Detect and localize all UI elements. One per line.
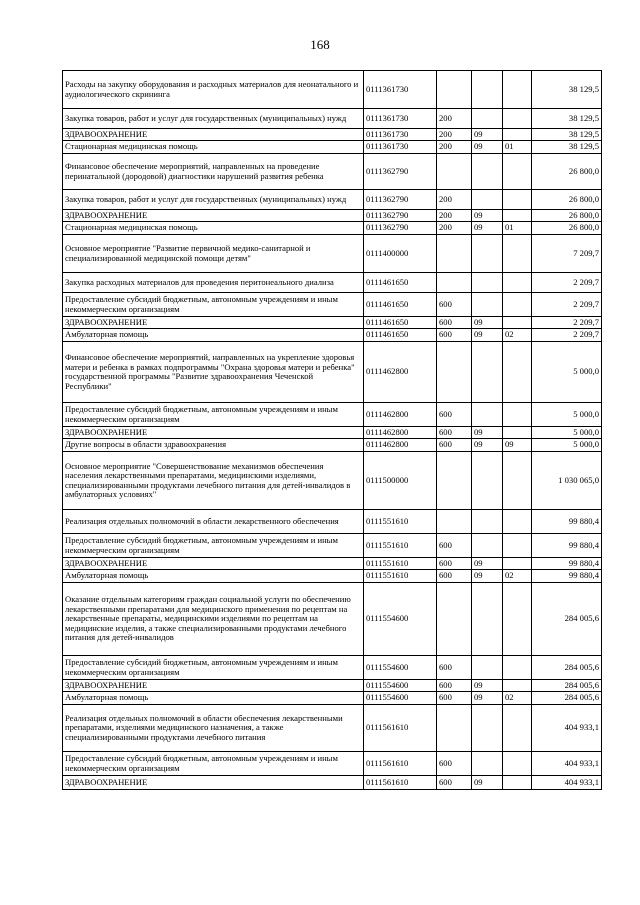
row-amount: 7 209,7 [532,235,602,273]
row-expense-type: 600 [437,427,472,439]
row-expense-type [437,342,472,403]
row-amount: 99 880,4 [532,558,602,570]
row-expense-type: 600 [437,558,472,570]
row-name: Закупка расходных материалов для проведения перитонеального диализа [63,273,364,293]
row-section [472,273,503,293]
row-subsection [503,776,532,790]
table-row [63,129,602,141]
table-row [63,656,602,680]
row-section [472,656,503,680]
row-subsection [503,705,532,752]
table-row [63,293,602,317]
row-code: 0111554600 [364,680,437,692]
row-code: 0111462800 [364,427,437,439]
row-name: Предоставление субсидий бюджетным, автономным учреждениям и иным некоммерческим организациям [63,534,364,558]
row-section: 09 [472,129,503,141]
row-code: 0111462800 [364,342,437,403]
row-section: 09 [472,427,503,439]
table-row [63,510,602,534]
row-expense-type: 200 [437,190,472,210]
row-amount: 284 005,6 [532,692,602,705]
row-code: 0111362790 [364,154,437,190]
row-name: Амбулаторная помощь [63,692,364,705]
row-amount: 26 800,0 [532,190,602,210]
row-code: 0111361730 [364,71,437,109]
row-name: Предоставление субсидий бюджетным, автономным учреждениям и иным некоммерческим организациям [63,752,364,776]
row-expense-type: 600 [437,403,472,427]
row-name: Стационарная медицинская помощь [63,222,364,235]
table-row [63,558,602,570]
row-code: 0111554600 [364,692,437,705]
row-expense-type: 600 [437,692,472,705]
row-expense-type [437,154,472,190]
table-row [63,273,602,293]
row-code: 0111461650 [364,293,437,317]
row-amount: 26 800,0 [532,210,602,222]
row-subsection: 02 [503,692,532,705]
table-row [63,235,602,273]
row-expense-type: 200 [437,141,472,154]
table-row [63,154,602,190]
row-name: Предоставление субсидий бюджетным, автономным учреждениям и иным некоммерческим организациям [63,656,364,680]
row-name: Финансовое обеспечение мероприятий, направленных на укрепление здоровья матери и ребенка в рамках подпрограммы "Охрана здоровья матери и ребенка" государственной программы "Развитие здравоохранения Чеченской Республики" [63,342,364,403]
row-subsection: 09 [503,439,532,452]
row-expense-type: 600 [437,570,472,583]
row-amount: 26 800,0 [532,222,602,235]
row-amount: 5 000,0 [532,439,602,452]
row-section [472,534,503,558]
row-name: Предоставление субсидий бюджетным, автономным учреждениям и иным некоммерческим организациям [63,403,364,427]
row-code: 0111361730 [364,109,437,129]
row-section [472,71,503,109]
row-code: 0111500000 [364,452,437,510]
row-amount: 2 209,7 [532,293,602,317]
row-expense-type: 600 [437,680,472,692]
row-code: 0111551610 [364,510,437,534]
row-name: ЗДРАВООХРАНЕНИЕ [63,210,364,222]
row-amount: 2 209,7 [532,317,602,329]
row-expense-type: 600 [437,752,472,776]
row-name: ЗДРАВООХРАНЕНИЕ [63,558,364,570]
row-amount: 38 129,5 [532,141,602,154]
row-expense-type [437,452,472,510]
row-amount: 99 880,4 [532,570,602,583]
row-amount: 26 800,0 [532,154,602,190]
row-name: Оказание отдельным категориям граждан социальной услуги по обеспечению лекарственными препаратами для медицинского применения по рецептам на лекарственные препараты, медицинскими изделиями по рецептам на медицинские изделия, а также специализированными продуктами лечебного питания для детей-инвалидов [63,583,364,656]
row-amount: 38 129,5 [532,109,602,129]
row-subsection [503,656,532,680]
table-row [63,680,602,692]
row-subsection [503,293,532,317]
row-subsection [503,71,532,109]
row-name: Реализация отдельных полномочий в области лекарственного обеспечения [63,510,364,534]
table-row [63,141,602,154]
row-code: 0111462800 [364,403,437,427]
row-section: 09 [472,570,503,583]
row-subsection [503,273,532,293]
table-row [63,190,602,210]
table-row [63,222,602,235]
row-subsection [503,190,532,210]
row-code: 0111561610 [364,752,437,776]
row-name: ЗДРАВООХРАНЕНИЕ [63,129,364,141]
row-code: 0111551610 [364,534,437,558]
row-subsection [503,109,532,129]
row-subsection [503,510,532,534]
table-row [63,71,602,109]
row-section: 09 [472,439,503,452]
table-row [63,427,602,439]
row-section: 09 [472,692,503,705]
row-amount: 404 933,1 [532,776,602,790]
row-code: 0111361730 [364,141,437,154]
row-code: 0111561610 [364,776,437,790]
table-row [63,439,602,452]
row-code: 0111461650 [364,273,437,293]
row-subsection [503,752,532,776]
row-section: 09 [472,329,503,342]
row-expense-type: 200 [437,210,472,222]
row-code: 0111462800 [364,439,437,452]
row-section [472,752,503,776]
row-section [472,109,503,129]
row-section: 09 [472,680,503,692]
row-subsection [503,427,532,439]
row-subsection [503,342,532,403]
row-section [472,154,503,190]
row-subsection: 01 [503,141,532,154]
row-subsection [503,534,532,558]
page-number: 168 [310,37,330,52]
row-subsection: 01 [503,222,532,235]
row-amount: 38 129,5 [532,71,602,109]
row-section [472,235,503,273]
row-section [472,452,503,510]
row-subsection [503,558,532,570]
row-expense-type [437,705,472,752]
row-code: 0111361730 [364,129,437,141]
row-name: Другие вопросы в области здравоохранения [63,439,364,452]
row-amount: 404 933,1 [532,752,602,776]
row-section [472,705,503,752]
table-row [63,317,602,329]
row-amount: 284 005,6 [532,680,602,692]
table-row [63,583,602,656]
table-row [63,534,602,558]
row-subsection [503,129,532,141]
row-expense-type [437,583,472,656]
row-amount: 404 933,1 [532,705,602,752]
row-subsection [503,680,532,692]
row-section [472,293,503,317]
row-name: ЗДРАВООХРАНЕНИЕ [63,776,364,790]
row-section: 09 [472,776,503,790]
row-expense-type: 600 [437,776,472,790]
row-amount: 99 880,4 [532,534,602,558]
table-row [63,452,602,510]
row-name: Реализация отдельных полномочий в области обеспечения лекарственными препаратами, изделиями медицинского назначения, а также специализированными продуктами лечебного питания [63,705,364,752]
row-code: 0111461650 [364,329,437,342]
row-amount: 284 005,6 [532,656,602,680]
row-name: ЗДРАВООХРАНЕНИЕ [63,317,364,329]
row-expense-type [437,71,472,109]
table-row [63,210,602,222]
row-section: 09 [472,210,503,222]
row-amount: 2 209,7 [532,329,602,342]
row-subsection: 02 [503,570,532,583]
row-expense-type: 600 [437,439,472,452]
row-section [472,190,503,210]
table-row [63,705,602,752]
row-section: 09 [472,317,503,329]
row-name: Стационарная медицинская помощь [63,141,364,154]
row-expense-type: 200 [437,129,472,141]
row-expense-type [437,510,472,534]
row-expense-type: 600 [437,329,472,342]
table-row [63,570,602,583]
row-name: Расходы на закупку оборудования и расходных материалов для неонатального и аудиологического скрининга [63,71,364,109]
row-expense-type: 600 [437,293,472,317]
row-code: 0111362790 [364,210,437,222]
row-code: 0111400000 [364,235,437,273]
row-expense-type: 200 [437,222,472,235]
row-subsection [503,235,532,273]
row-name: Амбулаторная помощь [63,570,364,583]
row-subsection [503,452,532,510]
row-amount: 38 129,5 [532,129,602,141]
row-code: 0111561610 [364,705,437,752]
row-expense-type: 600 [437,656,472,680]
row-section: 09 [472,141,503,154]
row-section [472,342,503,403]
row-name: Амбулаторная помощь [63,329,364,342]
row-name: ЗДРАВООХРАНЕНИЕ [63,427,364,439]
row-name: Финансовое обеспечение мероприятий, направленных на проведение перинатальной (дородовой) диагностики нарушений развития ребенка [63,154,364,190]
table-row [63,342,602,403]
row-expense-type [437,273,472,293]
row-amount: 5 000,0 [532,342,602,403]
row-expense-type: 600 [437,317,472,329]
row-section [472,583,503,656]
table-row [63,752,602,776]
row-expense-type: 200 [437,109,472,129]
row-code: 0111362790 [364,222,437,235]
table-row [63,329,602,342]
row-code: 0111554600 [364,583,437,656]
row-name: ЗДРАВООХРАНЕНИЕ [63,680,364,692]
row-subsection [503,154,532,190]
row-amount: 99 880,4 [532,510,602,534]
row-name: Основное мероприятие "Развитие первичной медико-санитарной и специализированной медицинской помощи детям" [63,235,364,273]
row-section [472,403,503,427]
row-code: 0111554600 [364,656,437,680]
row-amount: 5 000,0 [532,427,602,439]
row-name: Закупка товаров, работ и услуг для государственных (муниципальных) нужд [63,109,364,129]
budget-table [62,70,602,790]
table-row [63,692,602,705]
row-subsection [503,583,532,656]
row-amount: 2 209,7 [532,273,602,293]
table-row [63,403,602,427]
row-amount: 284 005,6 [532,583,602,656]
table-row [63,109,602,129]
row-code: 0111461650 [364,317,437,329]
row-section: 09 [472,558,503,570]
row-amount: 1 030 065,0 [532,452,602,510]
row-expense-type [437,235,472,273]
table-row [63,776,602,790]
row-code: 0111551610 [364,558,437,570]
budget-table-body [63,71,602,790]
row-name: Закупка товаров, работ и услуг для государственных (муниципальных) нужд [63,190,364,210]
row-name: Предоставление субсидий бюджетным, автономным учреждениям и иным некоммерческим организациям [63,293,364,317]
row-subsection [503,210,532,222]
row-name: Основное мероприятие "Совершенствование механизмов обеспечения населения лекарственными препаратами, медицинскими изделиями, специализированными продуктами лечебного питания для детей-инвалидов в амбулаторных условиях" [63,452,364,510]
row-amount: 5 000,0 [532,403,602,427]
row-section [472,510,503,534]
row-code: 0111551610 [364,570,437,583]
row-section: 09 [472,222,503,235]
row-subsection [503,403,532,427]
row-expense-type: 600 [437,534,472,558]
row-code: 0111362790 [364,190,437,210]
row-subsection: 02 [503,329,532,342]
row-subsection [503,317,532,329]
